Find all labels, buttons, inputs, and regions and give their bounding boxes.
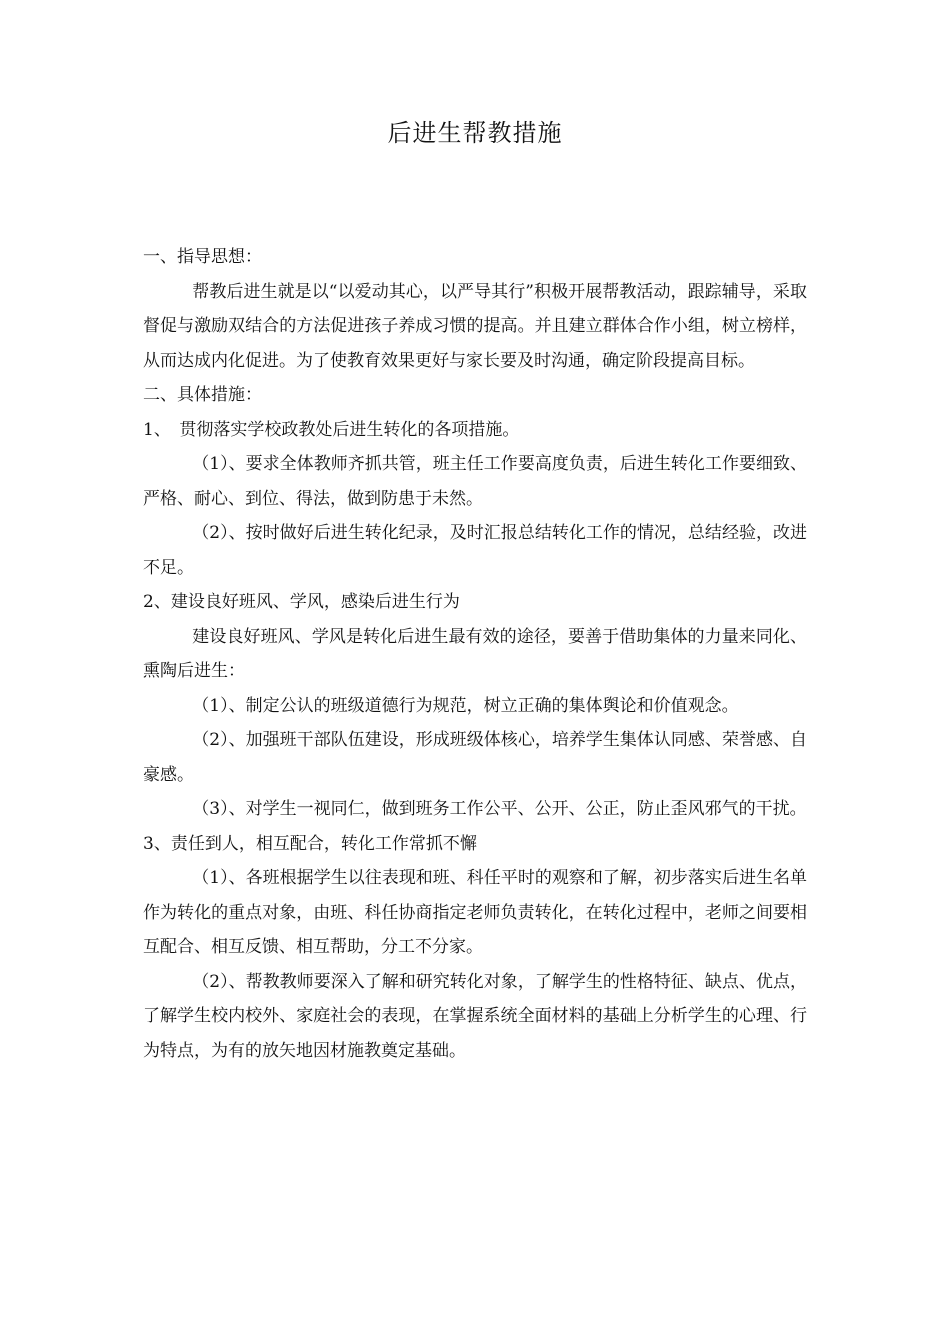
document-body (143, 240, 807, 1068)
measure-2-intro: 建设良好班风、学风是转化后进生最有效的途径，要善于借助集体的力量来同化、熏陶后进生： (143, 626, 807, 681)
measure-1-item-1: （1）、要求全体教师齐抓共管，班主任工作要高度负责，后进生转化工作要细致、严格、耐心、到位、得法，做到防患于未然。 (143, 454, 807, 509)
measure-1-item-2: （2）、按时做好后进生转化纪录，及时汇报总结转化工作的情况，总结经验，改进不足。 (143, 523, 807, 578)
measure-heading-1: 1、 贯彻落实学校政教处后进生转化的各项措施。 (143, 419, 520, 440)
measure-3-item-2: （2）、帮教教师要深入了解和研究转化对象，了解学生的性格特征、缺点、优点，了解学生校内校外、家庭社会的表现，在掌握系统全面材料的基础上分析学生的心理、行为特点，为有的放矢地因材施教奠定基础。 (143, 971, 807, 1061)
measure-heading-2: 2、建设良好班风、学风，感染后进生行为 (143, 592, 460, 612)
section-heading-guiding-thought: 一、指导思想： (143, 247, 262, 267)
document-title: 后进生帮教措施 (387, 119, 563, 147)
measure-3-item-1: （1）、各班根据学生以往表现和班、科任平时的观察和了解，初步落实后进生名单作为转化的重点对象，由班、科任协商指定老师负责转化，在转化过程中，老师之间要相互配合、相互反馈、相互帮助，分工不分家。 (143, 868, 807, 957)
guiding-thought-paragraph: 帮教后进生就是以“以爱动其心，以严导其行”积极开展帮教活动，跟踪辅导，采取督促与激励双结合的方法促进孩子养成习惯的提高。并且建立群体合作小组，树立榜样，从而达成内化促进。为了使教育效果更好与家长要及时沟通，确定阶段提高目标。 (143, 281, 807, 371)
measure-2-item-3: （3）、对学生一视同仁，做到班务工作公平、公开、公正，防止歪风邪气的干扰。 (192, 799, 807, 819)
measure-2-item-2: （2）、加强班干部队伍建设，形成班级体核心，培养学生集体认同感、荣誉感、自豪感。 (143, 730, 807, 785)
measure-2-item-1: （1）、制定公认的班级道德行为规范，树立正确的集体舆论和价值观念。 (192, 695, 739, 716)
measure-heading-3: 3、责任到人，相互配合，转化工作常抓不懈 (143, 833, 477, 854)
section-heading-measures: 二、具体措施： (143, 385, 262, 405)
